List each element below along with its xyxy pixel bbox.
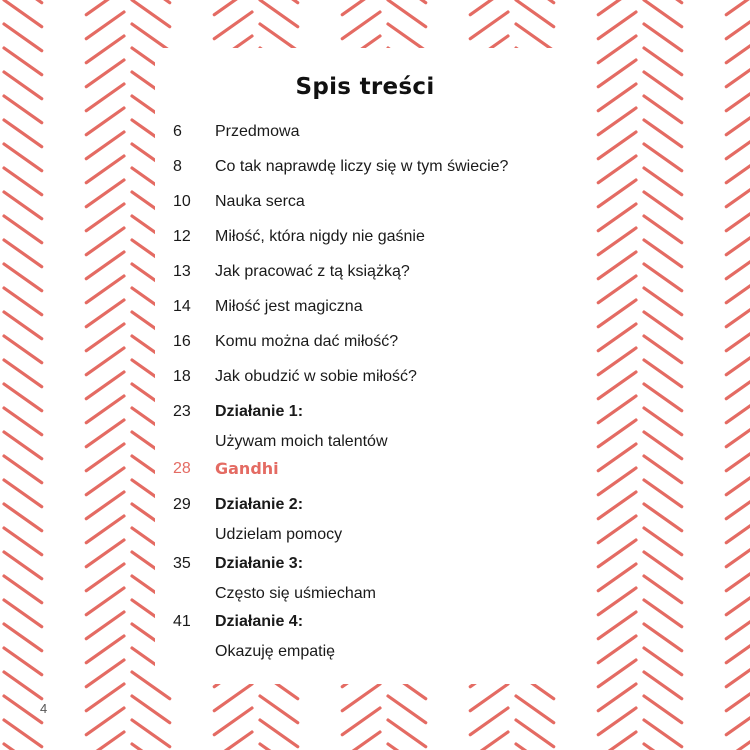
- pattern-stroke: [4, 648, 42, 675]
- pattern-stroke: [726, 84, 750, 111]
- pattern-stroke: [4, 720, 42, 747]
- pattern-stroke: [342, 684, 380, 711]
- toc-entry-title: Miłość jest magiczna: [215, 298, 363, 315]
- pattern-stroke: [86, 324, 124, 351]
- pattern-stroke: [644, 408, 682, 435]
- pattern-stroke: [726, 156, 750, 183]
- pattern-stroke: [644, 312, 682, 339]
- pattern-stroke: [726, 564, 750, 591]
- pattern-stroke: [4, 192, 42, 219]
- pattern-stroke: [598, 60, 636, 87]
- pattern-stroke: [4, 120, 42, 147]
- pattern-stroke: [598, 132, 636, 159]
- pattern-stroke: [4, 408, 42, 435]
- pattern-stroke: [260, 720, 298, 747]
- pattern-stroke: [86, 396, 124, 423]
- toc-entry-title: Gandhi: [215, 459, 279, 478]
- pattern-stroke: [726, 372, 750, 399]
- pattern-stroke: [4, 432, 42, 459]
- pattern-stroke: [86, 300, 124, 327]
- toc-card: [155, 48, 575, 684]
- page-number: 4: [40, 701, 48, 716]
- pattern-stroke: [86, 564, 124, 591]
- pattern-stroke: [4, 576, 42, 603]
- toc-entry-page: 6: [173, 123, 182, 140]
- pattern-stroke: [4, 528, 42, 555]
- pattern-stroke: [726, 396, 750, 423]
- toc-entry-title: Jak obudzić w sobie miłość?: [215, 368, 417, 385]
- pattern-stroke: [86, 708, 124, 735]
- pattern-stroke: [726, 732, 750, 750]
- pattern-stroke: [4, 360, 42, 387]
- toc-entry-subtitle: Udzielam pomocy: [215, 526, 343, 543]
- toc-entry-subtitle: Okazuję empatię: [215, 643, 336, 660]
- pattern-stroke: [644, 648, 682, 675]
- pattern-stroke: [4, 0, 42, 27]
- pattern-stroke: [598, 36, 636, 63]
- pattern-stroke: [726, 540, 750, 567]
- pattern-stroke: [86, 252, 124, 279]
- pattern-stroke: [726, 228, 750, 255]
- pattern-stroke: [86, 468, 124, 495]
- pattern-stroke: [644, 720, 682, 747]
- pattern-stroke: [598, 12, 636, 39]
- pattern-stroke: [214, 684, 252, 711]
- pattern-stroke: [598, 564, 636, 591]
- toc-entry-title: Miłość, która nigdy nie gaśnie: [215, 228, 425, 245]
- pattern-stroke: [726, 0, 750, 15]
- pattern-stroke: [260, 744, 298, 750]
- pattern-stroke: [86, 12, 124, 39]
- pattern-stroke: [644, 120, 682, 147]
- pattern-stroke: [726, 300, 750, 327]
- pattern-stroke: [86, 588, 124, 615]
- pattern-stroke: [726, 492, 750, 519]
- pattern-stroke: [644, 72, 682, 99]
- toc-entry-page: 13: [173, 263, 191, 280]
- pattern-stroke: [726, 684, 750, 711]
- pattern-stroke: [598, 636, 636, 663]
- pattern-stroke: [598, 468, 636, 495]
- pattern-stroke: [598, 420, 636, 447]
- pattern-stroke: [86, 348, 124, 375]
- pattern-stroke: [598, 612, 636, 639]
- pattern-stroke: [644, 456, 682, 483]
- pattern-stroke: [86, 204, 124, 231]
- pattern-stroke: [598, 156, 636, 183]
- pattern-stroke: [4, 672, 42, 699]
- toc-entry-subtitle: Często się uśmiecham: [215, 585, 376, 602]
- pattern-stroke: [726, 708, 750, 735]
- pattern-stroke: [726, 588, 750, 615]
- pattern-stroke: [726, 636, 750, 663]
- toc-entry-page: 18: [173, 368, 191, 385]
- toc-entry-title: Komu można dać miłość?: [215, 333, 399, 350]
- pattern-stroke: [516, 744, 554, 750]
- pattern-stroke: [644, 0, 682, 27]
- pattern-stroke: [598, 708, 636, 735]
- pattern-stroke: [86, 228, 124, 255]
- pattern-stroke: [86, 660, 124, 687]
- pattern-stroke: [726, 420, 750, 447]
- pattern-stroke: [470, 684, 508, 711]
- pattern-stroke: [4, 72, 42, 99]
- pattern-stroke: [4, 144, 42, 171]
- pattern-stroke: [342, 0, 380, 15]
- pattern-stroke: [342, 732, 380, 750]
- pattern-stroke: [726, 276, 750, 303]
- pattern-stroke: [260, 24, 298, 51]
- pattern-stroke: [726, 252, 750, 279]
- pattern-stroke: [598, 276, 636, 303]
- pattern-stroke: [516, 696, 554, 723]
- pattern-stroke: [4, 696, 42, 723]
- toc-list: [155, 48, 575, 684]
- pattern-stroke: [132, 696, 170, 723]
- pattern-stroke: [644, 480, 682, 507]
- pattern-stroke: [86, 84, 124, 111]
- pattern-stroke: [86, 516, 124, 543]
- pattern-stroke: [598, 540, 636, 567]
- pattern-stroke: [214, 708, 252, 735]
- pattern-stroke: [644, 264, 682, 291]
- pattern-stroke: [644, 144, 682, 171]
- pattern-stroke: [644, 504, 682, 531]
- pattern-stroke: [726, 12, 750, 39]
- pattern-stroke: [598, 396, 636, 423]
- toc-entry-page: 29: [173, 496, 191, 513]
- pattern-stroke: [342, 708, 380, 735]
- pattern-stroke: [86, 372, 124, 399]
- pattern-stroke: [598, 324, 636, 351]
- pattern-stroke: [598, 372, 636, 399]
- pattern-stroke: [132, 0, 170, 27]
- pattern-stroke: [4, 288, 42, 315]
- pattern-stroke: [598, 588, 636, 615]
- pattern-stroke: [598, 444, 636, 471]
- pattern-stroke: [644, 432, 682, 459]
- pattern-stroke: [726, 348, 750, 375]
- pattern-stroke: [470, 12, 508, 39]
- pattern-stroke: [598, 204, 636, 231]
- pattern-stroke: [516, 24, 554, 51]
- toc-entry-title: Działanie 4:: [215, 613, 304, 630]
- pattern-stroke: [726, 612, 750, 639]
- toc-entry-page: 12: [173, 228, 191, 245]
- pattern-stroke: [644, 624, 682, 651]
- pattern-stroke: [726, 204, 750, 231]
- toc-entry-page: 8: [173, 158, 182, 175]
- pattern-stroke: [86, 540, 124, 567]
- pattern-stroke: [726, 180, 750, 207]
- pattern-stroke: [598, 108, 636, 135]
- pattern-stroke: [598, 84, 636, 111]
- pattern-stroke: [86, 108, 124, 135]
- pattern-stroke: [598, 180, 636, 207]
- pattern-stroke: [4, 216, 42, 243]
- pattern-stroke: [644, 528, 682, 555]
- pattern-stroke: [726, 324, 750, 351]
- toc-entry-page: 10: [173, 193, 191, 210]
- pattern-stroke: [86, 36, 124, 63]
- toc-entry-page: 14: [173, 298, 191, 315]
- pattern-stroke: [644, 336, 682, 363]
- pattern-stroke: [86, 0, 124, 15]
- pattern-stroke: [726, 468, 750, 495]
- pattern-stroke: [86, 276, 124, 303]
- pattern-stroke: [214, 0, 252, 15]
- toc-entry-subtitle: Używam moich talentów: [215, 433, 388, 450]
- pattern-stroke: [86, 444, 124, 471]
- pattern-stroke: [4, 312, 42, 339]
- pattern-stroke: [516, 0, 554, 27]
- pattern-stroke: [644, 696, 682, 723]
- page-title: Spis treści: [295, 74, 435, 100]
- toc-entry-title: Co tak naprawdę liczy się w tym świecie?: [215, 158, 509, 175]
- pattern-stroke: [4, 96, 42, 123]
- pattern-stroke: [86, 180, 124, 207]
- pattern-stroke: [516, 720, 554, 747]
- pattern-stroke: [86, 132, 124, 159]
- pattern-stroke: [4, 504, 42, 531]
- pattern-stroke: [644, 360, 682, 387]
- pattern-stroke: [644, 384, 682, 411]
- toc-entry-title: Działanie 1:: [215, 403, 304, 420]
- pattern-stroke: [726, 60, 750, 87]
- pattern-stroke: [260, 0, 298, 27]
- pattern-stroke: [4, 24, 42, 51]
- pattern-stroke: [598, 300, 636, 327]
- pattern-stroke: [644, 96, 682, 123]
- pattern-stroke: [598, 732, 636, 750]
- pattern-stroke: [726, 660, 750, 687]
- pattern-stroke: [644, 552, 682, 579]
- pattern-stroke: [4, 456, 42, 483]
- pattern-stroke: [388, 720, 426, 747]
- toc-entry-page: 41: [173, 613, 191, 630]
- pattern-stroke: [132, 744, 170, 750]
- pattern-stroke: [470, 0, 508, 15]
- toc-entry-title: Przedmowa: [215, 123, 300, 140]
- pattern-stroke: [644, 240, 682, 267]
- pattern-stroke: [86, 612, 124, 639]
- pattern-stroke: [470, 732, 508, 750]
- pattern-stroke: [4, 600, 42, 627]
- pattern-stroke: [86, 684, 124, 711]
- toc-entry-title: Działanie 2:: [215, 496, 304, 513]
- pattern-stroke: [598, 348, 636, 375]
- pattern-stroke: [4, 480, 42, 507]
- pattern-stroke: [726, 36, 750, 63]
- pattern-stroke: [726, 444, 750, 471]
- pattern-stroke: [4, 168, 42, 195]
- pattern-stroke: [388, 24, 426, 51]
- toc-entry-title: Nauka serca: [215, 193, 305, 210]
- pattern-stroke: [644, 24, 682, 51]
- pattern-stroke: [214, 12, 252, 39]
- pattern-stroke: [644, 288, 682, 315]
- pattern-stroke: [86, 732, 124, 750]
- pattern-stroke: [132, 720, 170, 747]
- pattern-stroke: [726, 132, 750, 159]
- pattern-stroke: [644, 192, 682, 219]
- pattern-stroke: [644, 744, 682, 750]
- pattern-stroke: [388, 744, 426, 750]
- pattern-stroke: [4, 384, 42, 411]
- pattern-stroke: [598, 516, 636, 543]
- pattern-stroke: [4, 624, 42, 651]
- toc-entry-page: 16: [173, 333, 191, 350]
- toc-entry-page: 23: [173, 403, 191, 420]
- pattern-stroke: [726, 108, 750, 135]
- pattern-stroke: [132, 24, 170, 51]
- pattern-stroke: [598, 660, 636, 687]
- pattern-stroke: [388, 0, 426, 27]
- pattern-stroke: [214, 732, 252, 750]
- pattern-stroke: [470, 708, 508, 735]
- pattern-stroke: [598, 228, 636, 255]
- pattern-stroke: [4, 264, 42, 291]
- toc-entry-title: Działanie 3:: [215, 555, 304, 572]
- pattern-stroke: [598, 684, 636, 711]
- pattern-stroke: [644, 600, 682, 627]
- pattern-stroke: [86, 636, 124, 663]
- pattern-stroke: [342, 12, 380, 39]
- pattern-stroke: [644, 168, 682, 195]
- pattern-stroke: [598, 0, 636, 15]
- pattern-stroke: [388, 696, 426, 723]
- pattern-stroke: [598, 252, 636, 279]
- toc-entry-title: Jak pracować z tą książką?: [215, 263, 410, 280]
- pattern-stroke: [4, 744, 42, 750]
- pattern-stroke: [4, 48, 42, 75]
- pattern-stroke: [260, 696, 298, 723]
- pattern-stroke: [4, 336, 42, 363]
- pattern-stroke: [4, 240, 42, 267]
- pattern-stroke: [86, 492, 124, 519]
- pattern-stroke: [4, 552, 42, 579]
- toc-entry-page: 28: [173, 460, 191, 477]
- pattern-stroke: [598, 492, 636, 519]
- pattern-stroke: [644, 576, 682, 603]
- toc-entry-page: 35: [173, 555, 191, 572]
- pattern-stroke: [86, 420, 124, 447]
- pattern-stroke: [726, 516, 750, 543]
- pattern-stroke: [644, 216, 682, 243]
- pattern-stroke: [86, 60, 124, 87]
- pattern-stroke: [86, 156, 124, 183]
- pattern-stroke: [644, 48, 682, 75]
- pattern-stroke: [644, 672, 682, 699]
